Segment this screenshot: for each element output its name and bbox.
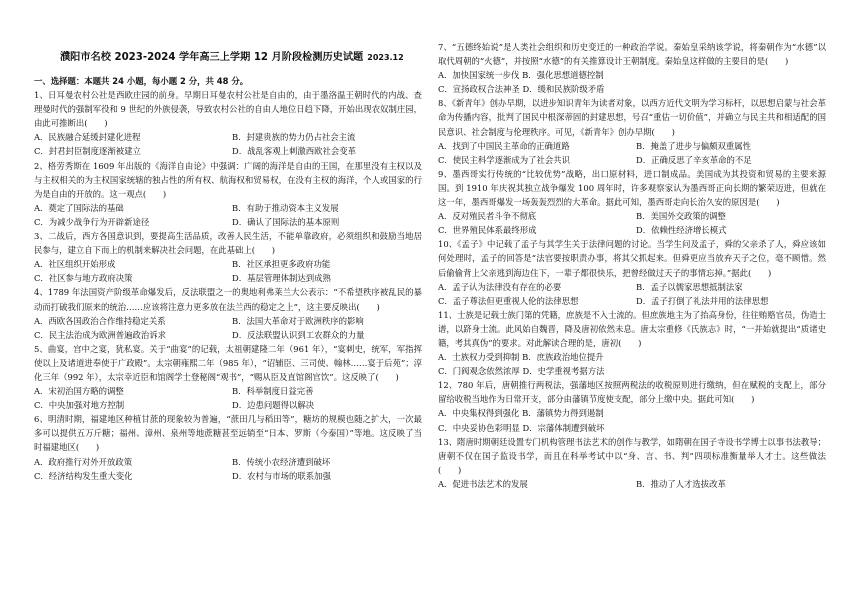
question-block	[34, 159, 422, 229]
answer-option: B．科举制度日益完善	[232, 386, 314, 397]
answer-options	[34, 130, 422, 158]
answer-options	[34, 455, 422, 483]
question-block	[438, 435, 826, 491]
answer-options	[34, 201, 422, 229]
answer-option: B．封建贵族的势力仍占社会主流	[232, 132, 356, 143]
answer-option: A．政府推行对外开放政策	[34, 456, 133, 467]
answer-option: B．美国外交政策的调整	[636, 211, 726, 222]
answer-option: A．士族权力受到抑制 B．庶族政治地位提升	[438, 352, 604, 363]
right-question-list	[438, 40, 826, 491]
answer-options	[34, 384, 422, 412]
answer-option: C．中央妥协色彩明显 D．宗藩体制遭到破坏	[438, 422, 605, 433]
answer-option: C．中央加强对地方控制	[34, 400, 125, 411]
question-block	[438, 378, 826, 434]
answer-options	[438, 350, 826, 378]
answer-option: A．宋初治国方略的调整	[34, 386, 124, 397]
question-stem: 8、《新青年》创办早期，以进步知识青年为读者对象，以西方近代文明为学习标杆，以思想启蒙与社会革命为传播内容，批判了国民中根深蒂固的封建思想，号召“重估一切价值”，并确立与民主共和相适配的国民意识、社会制度与伦理秩序。可见，《新青年》创办早期( )	[438, 98, 826, 137]
question-block	[438, 40, 826, 96]
question-stem: 2、格劳秀斯在 1609 年出版的《海洋自由论》中强调：广阔的海洋是自由的王国，在那里没有主权以及与主权相关的为主权国家统辖的独占性的所有权、航海权和贸易权，在没有主权的海洋，个人或国家的行为是自由的开放的。这一观点( )	[34, 160, 422, 199]
answer-option: D．依赖性经济增长模式	[636, 225, 727, 236]
exam-title-text: 濮阳市名校 2023-2024 学年高三上学期 12 月阶段检测历史试题	[60, 52, 364, 63]
answer-option: A．社区组织开始形成	[34, 259, 116, 270]
answer-options	[438, 477, 826, 491]
answer-options	[438, 280, 826, 308]
question-block	[438, 96, 826, 166]
answer-option: D．基层管理体制达到成熟	[232, 273, 331, 284]
answer-options	[438, 406, 826, 434]
question-stem: 4、1789 年法国资产阶级革命爆发后，反法联盟之一的奥地利弗莱兰大公表示：“不希望秩序被乱民的暴动而打破我们原来的统治……应该将注意力更多放在法兰西的稳定之上”，这主要反映出( )	[34, 287, 422, 312]
answer-options	[438, 68, 826, 96]
question-block	[34, 229, 422, 285]
question-stem: 5、曲宴，宫中之宴，犹私宴。关于“曲宴”的记载，太祖朝建隆二年（961 年），“宴刺史，统军，军指挥使以上及诸道进奉使于广政殿”。太宗朝雍熙二年（985 年），“诏辅臣、三司使、翰林……宴于后苑”；淳化三年（992 年），太宗幸近臣和馆阁学士登秘阁“观书”，“赐从臣及直馆阁官饮”。这反映了( )	[34, 343, 422, 382]
answer-options	[438, 209, 826, 237]
answer-option: C．经济结构发生重大变化	[34, 470, 133, 481]
answer-option: C．使民主科学逐渐成为了社会共识	[438, 154, 571, 165]
answer-option: B．掩盖了进步与偏颇双重属性	[636, 140, 752, 151]
answer-option: D．孟子打倒了礼法并用的法律思想	[636, 295, 769, 306]
question-stem: 9、墨西哥实行传统的“比较优势”战略，出口原材料，进口制成品。美国成为其投资和贸易的主要来源国。到 1910 年庆祝其独立战争爆发 100 周年时，许多观察家认为墨西哥正向长期的繁荣迈进，但就在这一年，墨西哥爆发一场轰轰烈烈的大革命。据此可知，墨西哥走向长治久安的原因是( )	[438, 168, 826, 208]
answer-option: D．战乱客观上刺激西欧社会变革	[232, 146, 356, 157]
left-column	[34, 74, 422, 483]
question-block	[438, 237, 826, 307]
answer-option: C．孟子尊法但更重视人伦的法律思想	[438, 295, 579, 306]
answer-options	[34, 314, 422, 342]
answer-option: D．边患问题得以解决	[232, 400, 315, 411]
question-stem: 6、明清时期，福建地区种植甘蔗的现象较为普遍，“蔗田几与稻田等”，糖坊的规模也随之扩大，一次最多可以提供五万斤糖；福州、漳州、泉州等地蔗糖甚至远销至“日本、罗斯（今泰国）”等地。这反映了当时福建地区( )	[34, 414, 422, 453]
question-stem: 1、日耳曼农村公社是西欧庄园的前身。早期日耳曼农村公社是自由的，由于墨洛温王朝时代的内战、查理曼时代的强制军役和 9 世纪的外族侵袭，导致农村公社的自由人地位日趋下降，开始出现农奴制庄园，由此可推断出( )	[34, 90, 422, 129]
answer-options	[34, 257, 422, 285]
left-question-list	[34, 88, 422, 483]
answer-option: A．西欧各国政治合作维持稳定关系	[34, 315, 166, 326]
question-block	[34, 88, 422, 158]
answer-option: A．民族融合延缓封建化进程	[34, 132, 141, 143]
answer-option: C．门阀观念依然浓厚 D．史学重视考据方法	[438, 366, 605, 377]
exam-title	[60, 48, 440, 63]
answer-option: A．奠定了国际法的基础	[34, 202, 124, 213]
question-block	[438, 308, 826, 378]
answer-option: C．为减少战争行为开辟新途径	[34, 216, 150, 227]
answer-option: D．正确反思了辛亥革命的不足	[636, 154, 752, 165]
question-stem: 11、士族是记载士族门第的凭籍，庶族是不入士流的。但庶族地主为了抬高身份，往往贿赂官员，伪造士谱，以跻身士流。此风始自魏晋，降及唐初依然未息。唐太宗重修《氏族志》时，“一并始就提出“质诸史籍，考其真伪”的要求。对此解读合理的是，唐初( )	[438, 309, 826, 348]
answer-option: A．促进书法艺术的发展	[438, 478, 528, 489]
answer-option: B．传统小农经济遭到破坏	[232, 456, 331, 467]
answer-option: C．封君封臣制度逐渐被建立	[34, 146, 141, 157]
answer-option: D．反法联盟认识到工农群众的力量	[232, 329, 365, 340]
answer-option: B．有助于推动资本主义发展	[232, 202, 339, 213]
answer-option: D．农村与市场的联系加强	[232, 470, 331, 481]
right-column	[438, 40, 826, 491]
question-stem: 7、“五德终始说”是人类社会组织和历史变迁的一种政治学说。秦始皇采纳该学说，将秦朝作为“水德”以取代周朝的“火德”，并按照“水德”的有关推算设计王朝制度。秦始皇这样做的主要目的是( )	[438, 42, 826, 67]
question-stem: 10、《孟子》中记载了孟子与其学生关于法律问题的讨论。当学生问及孟子，舜的父亲杀了人，舜应该如何处理时，孟子的回答是“法官要按职责办事，将其父抓起来。但舜更应当放弃天子之位，毫不顾惜。然后偷偷背上父亲逃到海边住下，一辈子都很快乐，把曾经做过天子的事情忘掉。”据此( )	[438, 239, 826, 278]
answer-option: D．确认了国际法的基本原则	[232, 216, 340, 227]
question-stem: 3、二战后，西方各国意识到，要提高生活品质，改善人民生活，不能单靠政府，必须组织和鼓励当地居民参与，建立自下而上的机制来解决社会问题，在此基础上( )	[34, 231, 422, 256]
answer-option: B．孟子以儒家思想抵制法家	[636, 281, 743, 292]
answer-option: A．中央集权得到强化 B．藩镇势力得到遏制	[438, 408, 604, 419]
question-block	[34, 285, 422, 341]
question-stem: 13、隋唐时期朝廷设置专门机构管理书法艺术的创作与教学，如隋朝在国子寺设书学博士以事书法教导；唐朝不仅在国子监设书学，而且在科举考试中以“身、言、书、判”四项标准衡量举人才士。这些做法( )	[438, 436, 826, 475]
answer-option: B．法国大革命对于欧洲秩序的影响	[232, 315, 364, 326]
question-block	[34, 342, 422, 412]
question-block	[34, 412, 422, 482]
answer-option: A．加快国家统一步伐 B．强化思想道德控制	[438, 70, 604, 81]
answer-option: C．宣扬政权合法神圣 D．缓和民族阶级矛盾	[438, 84, 605, 95]
answer-option: A．孟子认为法律没有存在的必要	[438, 281, 562, 292]
answer-options	[438, 139, 826, 167]
answer-option: B．推动了人才选拔改革	[636, 478, 726, 489]
answer-option: A．找到了中国民主革命的正确道路	[438, 140, 570, 151]
answer-option: C．世界殖民体系最终形成	[438, 225, 537, 236]
section-heading: 一、选择题：本题共 24 小题，每小题 2 分，共 48 分。	[34, 76, 249, 86]
answer-option: B．社区承担更多政府功能	[232, 259, 331, 270]
answer-option: C．社区参与地方政府决策	[34, 273, 133, 284]
exam-date: 2023.12	[367, 53, 404, 62]
question-stem: 12、780 年后，唐朝推行两税法，强藩地区按照两税法的收税原则进行缴纳，但在赋税的支配上，部分留给收税当地作为日常开支，部分由藩镇节度使支配，部分上缴中央。据此可知( )	[438, 380, 826, 405]
question-block	[438, 167, 826, 237]
answer-option: A．反对殖民者斗争不彻底	[438, 211, 537, 222]
answer-option: C．民主法治成为欧洲普遍政治诉求	[34, 329, 167, 340]
